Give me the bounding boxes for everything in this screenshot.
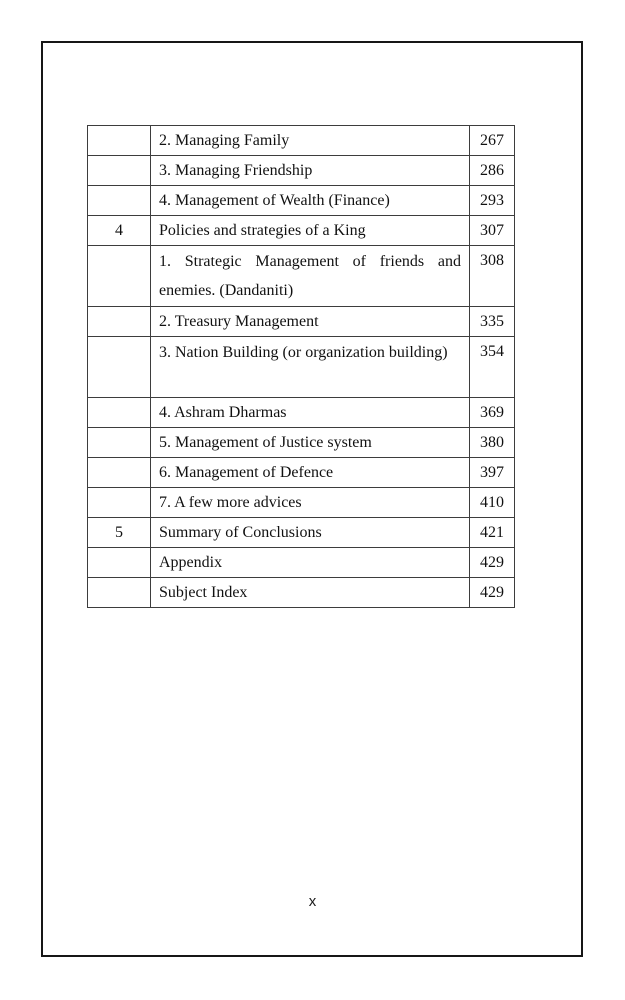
page-number-cell: 307 (470, 216, 515, 246)
chapter-number-cell (88, 488, 151, 518)
table-row (88, 246, 515, 307)
table-row (88, 126, 515, 156)
page-number-cell: 410 (470, 488, 515, 518)
table-row (88, 337, 515, 398)
chapter-number-cell (88, 548, 151, 578)
page-number-cell: 397 (470, 458, 515, 488)
title-cell: 1. Strategic Management of friends and enemies. (Dandaniti) (151, 246, 470, 307)
page-number-cell: 421 (470, 518, 515, 548)
chapter-number-cell (88, 307, 151, 337)
page-number-cell: 429 (470, 578, 515, 608)
chapter-number-cell (88, 337, 151, 398)
title-cell: 5. Management of Justice system (151, 428, 470, 458)
title-cell: 6. Management of Defence (151, 458, 470, 488)
title-cell: Subject Index (151, 578, 470, 608)
title-cell: 7. A few more advices (151, 488, 470, 518)
title-cell: Appendix (151, 548, 470, 578)
table-row (88, 548, 515, 578)
table-row (88, 578, 515, 608)
page-number-cell: 429 (470, 548, 515, 578)
chapter-number-cell (88, 428, 151, 458)
page-number-cell: 293 (470, 186, 515, 216)
title-cell: 4. Management of Wealth (Finance) (151, 186, 470, 216)
chapter-number-cell (88, 458, 151, 488)
chapter-number-cell (88, 186, 151, 216)
table-row (88, 186, 515, 216)
title-cell: 3. Managing Friendship (151, 156, 470, 186)
title-cell: Summary of Conclusions (151, 518, 470, 548)
page-number-cell: 308 (470, 246, 515, 307)
chapter-number-cell (88, 156, 151, 186)
title-cell: 3. Nation Building (or organization building) (151, 337, 470, 398)
page-number-cell: 286 (470, 156, 515, 186)
chapter-number-cell: 5 (88, 518, 151, 548)
footer-page-number: x (308, 893, 317, 910)
chapter-number-cell: 4 (88, 216, 151, 246)
table-row (88, 518, 515, 548)
page-number-cell: 380 (470, 428, 515, 458)
toc-table-body (88, 126, 515, 608)
chapter-number-cell (88, 246, 151, 307)
table-row (88, 307, 515, 337)
page-number-cell: 335 (470, 307, 515, 337)
table-row (88, 428, 515, 458)
chapter-number-cell (88, 398, 151, 428)
table-row (88, 398, 515, 428)
page-number-cell: 267 (470, 126, 515, 156)
chapter-number-cell (88, 578, 151, 608)
table-row (88, 216, 515, 246)
table-row (88, 156, 515, 186)
title-cell: 2. Managing Family (151, 126, 470, 156)
page-number-cell: 354 (470, 337, 515, 398)
title-cell: 2. Treasury Management (151, 307, 470, 337)
page-number-cell: 369 (470, 398, 515, 428)
title-cell: 4. Ashram Dharmas (151, 398, 470, 428)
title-cell: Policies and strategies of a King (151, 216, 470, 246)
toc-table (87, 125, 515, 608)
table-row (88, 488, 515, 518)
chapter-number-cell (88, 126, 151, 156)
table-row (88, 458, 515, 488)
